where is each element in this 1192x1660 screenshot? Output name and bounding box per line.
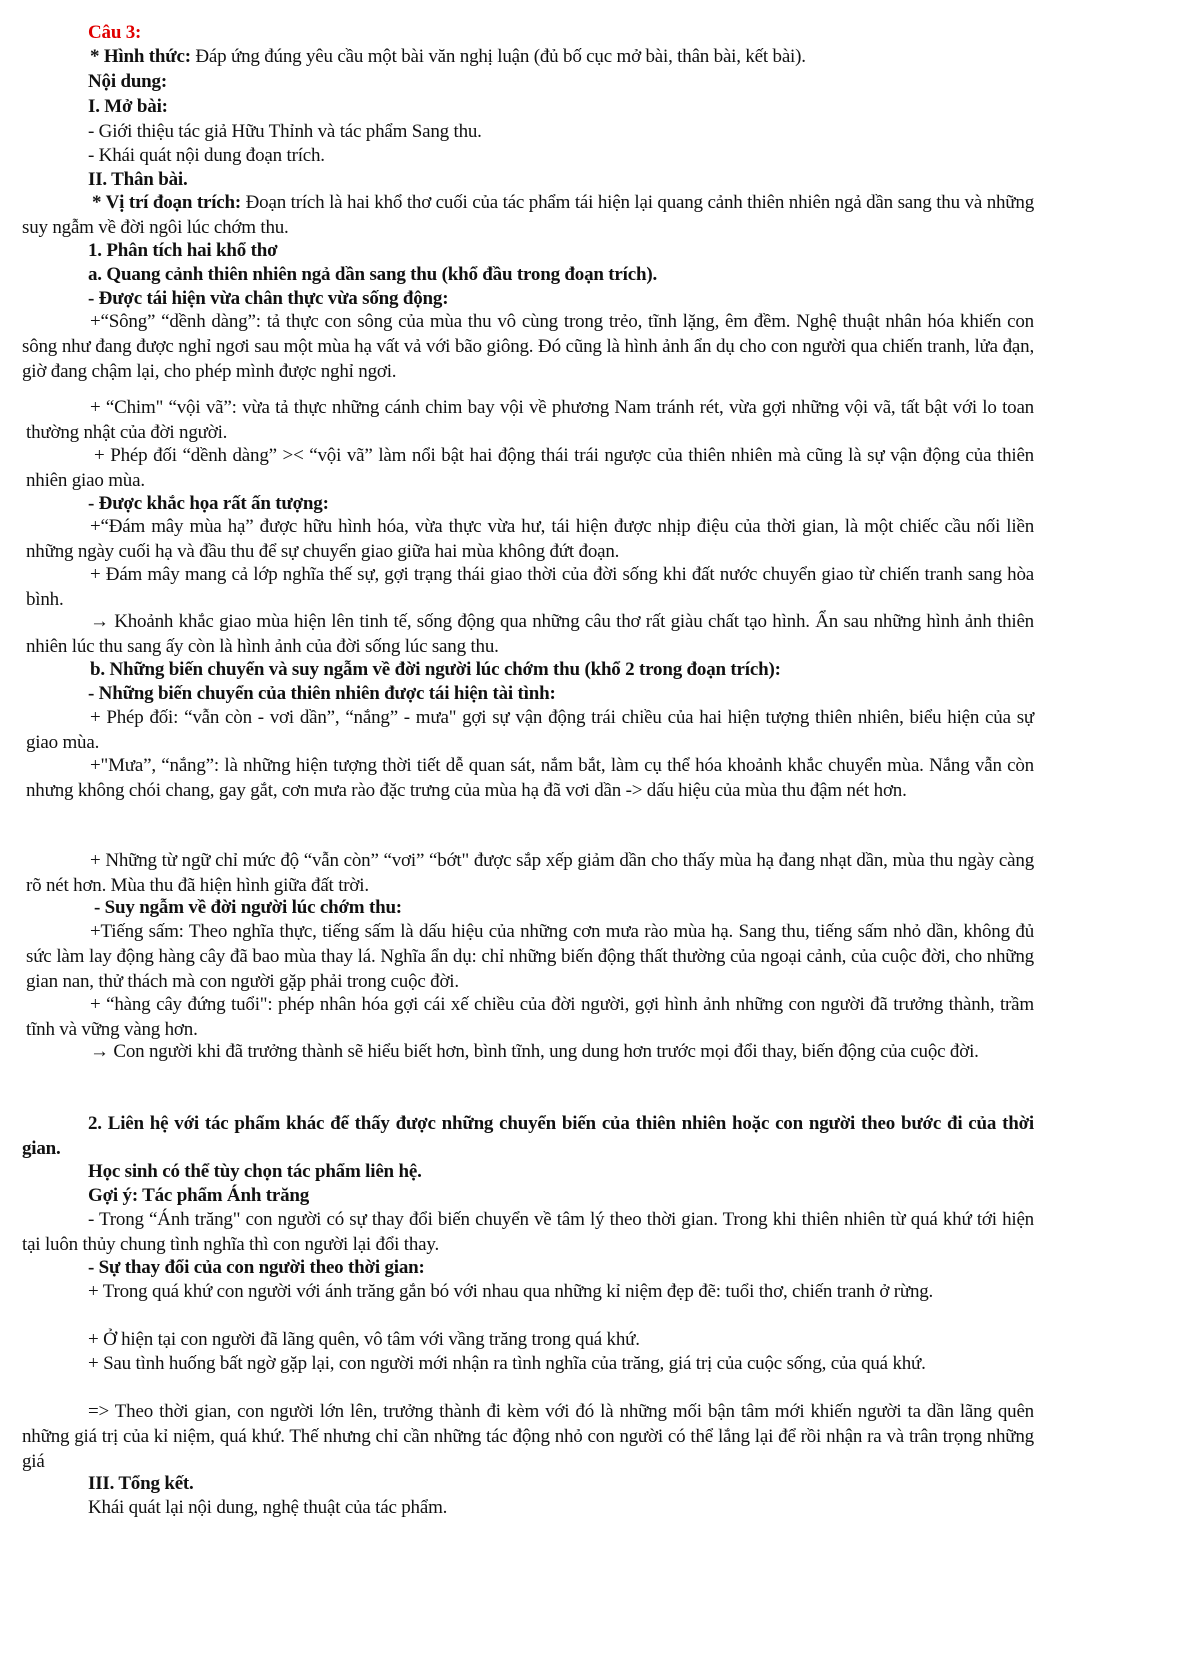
intro-heading: I. Mở bài:	[88, 96, 168, 117]
part2-para3: + Ở hiện tại con người đã lãng quên, vô tâm với vầng trăng trong quá khứ.	[88, 1329, 640, 1350]
part1a-para5: + Đám mây mang cả lớp nghĩa thế sự, gợi trạng thái giao thời của đời sống khi đất nước chuyển giao từ chiến tranh sang hòa bình.	[26, 564, 1034, 610]
form-text: Đáp ứng đúng yêu cầu một bài văn nghị luận (đủ bố cục mở bài, thân bài, kết bài).	[190, 46, 806, 67]
part1a-heading: a. Quang cảnh thiên nhiên ngả dần sang thu (khổ đầu trong đoạn trích).	[88, 264, 658, 285]
part1a-sub2: - Được khắc họa rất ấn tượng:	[88, 493, 329, 514]
intro-line-2: - Khái quát nội dung đoạn trích.	[88, 145, 325, 166]
conclusion-heading: III. Tổng kết.	[88, 1473, 194, 1494]
form-label: * Hình thức:	[90, 46, 191, 67]
part1a-para1: +“Sông” “dềnh dàng”: tả thực con sông của mùa thu vô cùng trong trẻo, tĩnh lặng, êm đềm. Nghệ thuật nhân hóa khiến con sông như đang được nghỉ ngơi sau một mùa hạ vất vả với bão giông. Đó cũng là hình ảnh ẩn dụ cho con người qua chiến tranh, lửa đạn, giờ đang chậm lại, cho phép mình được nghỉ ngơi.	[22, 311, 1034, 382]
part1a-para6: → Khoảnh khắc giao mùa hiện lên tinh tế, sống động qua những câu thơ rất giàu chất tạo hình. Ẩn sau những hình ảnh thiên nhiên lúc thu sang ấy còn là hình ảnh của đời sống lúc sang thu.	[26, 611, 1034, 657]
part2-para4: + Sau tình huống bất ngờ gặp lại, con người mới nhận ra tình nghĩa của trăng, giá trị của cuộc sống, của quá khứ.	[88, 1353, 926, 1374]
part2-hint: Gợi ý: Tác phẩm Ánh trăng	[88, 1185, 310, 1206]
part1b-para5: + “hàng cây đứng tuổi": phép nhân hóa gợi cái xế chiều của đời người, gợi hình ảnh những con người đã trưởng thành, trầm tĩnh và vững vàng hơn.	[26, 994, 1034, 1040]
intro-line-1: - Giới thiệu tác giả Hữu Thỉnh và tác phẩm Sang thu.	[88, 121, 482, 142]
part2-para1: - Trong “Ánh trăng" con người có sự thay đổi biến chuyển về tâm lý theo thời gian. Trong khi thiên nhiên từ quá khứ tới hiện tại luôn thủy chung tình nghĩa thì con người lại đổi thay.	[22, 1209, 1034, 1255]
part1b-para2: +"Mưa”, “nắng”: là những hiện tượng thời tiết dễ quan sát, nắm bắt, làm cụ thể hóa khoảnh khắc chuyển mùa. Nắng vẫn còn nhưng không chói chang, gay gắt, cơn mưa rào đặc trưng của mùa hạ đã vơi dần -> dấu hiệu của mùa thu đậm nét hơn.	[26, 755, 1034, 801]
part2-para5: => Theo thời gian, con người lớn lên, trưởng thành đi kèm với đó là những mối bận tâm mới khiến người ta dần lãng quên những giá trị của kỉ niệm, quá khứ. Thế nhưng chỉ cần những tác động nhỏ con người có thể lắng lại để rồi nhận ra và trân trọng những giá	[22, 1401, 1034, 1472]
part1a-para3: + Phép đối “dềnh dàng” >< “vội vã” làm nổi bật hai động thái trái ngược của thiên nhiên mà cũng là sự vận động của thiên nhiên giao mùa.	[26, 445, 1034, 491]
part1a-para2: + “Chim" “vội vã”: vừa tả thực những cánh chim bay vội về phương Nam tránh rét, vừa gợi những vội vã, tất bật với lo toan thường nhật của đời người.	[26, 397, 1034, 443]
part2-para2: + Trong quá khứ con người với ánh trăng gắn bó với nhau qua những kỉ niệm đẹp đẽ: tuổi thơ, chiến tranh ở rừng.	[88, 1281, 934, 1302]
part1b-heading: b. Những biến chuyển và suy ngẫm về đời người lúc chớm thu (khổ 2 trong đoạn trích):	[90, 659, 781, 680]
position-label: * Vị trí đoạn trích:	[92, 192, 242, 213]
part1a-para4: +“Đám mây mùa hạ” được hữu hình hóa, vừa thực vừa hư, tái hiện được nhịp điệu của thời gian, là một chiếc cầu nối liền những ngày cuối hạ và đầu thu để sự chuyển giao giữa hai mùa không đứt đoạn.	[26, 516, 1034, 562]
conclusion-text: Khái quát lại nội dung, nghệ thuật của tác phẩm.	[88, 1497, 448, 1518]
form-requirement	[90, 44, 1090, 69]
part1b-para6: → Con người khi đã trưởng thành sẽ hiểu biết hơn, bình tĩnh, ung dung hơn trước mọi đổi thay, biến động của cuộc đời.	[90, 1041, 979, 1062]
part2-choice: Học sinh có thể tùy chọn tác phẩm liên hệ.	[88, 1161, 422, 1182]
question-label: Câu 3:	[88, 22, 142, 43]
part1b-para4: +Tiếng sấm: Theo nghĩa thực, tiếng sấm là dấu hiệu của những cơn mưa rào mùa hạ. Sang thu, tiếng sấm nhỏ dần, không đủ sức làm lay động hàng cây đã bao mùa thay lá. Nghĩa ẩn dụ: chỉ những biến động thất thường của ngoại cảnh, của cuộc đời, cho những gian nan, thử thách mà con người gặp phải trong cuộc đời.	[26, 921, 1034, 992]
content-heading: Nội dung:	[88, 71, 167, 92]
position-text: Đoạn trích là hai khổ thơ cuối của tác phẩm tái hiện lại quang cảnh thiên nhiên ngả dần sang thu và những suy ngẫm về đời ngôi lúc chớm thu.	[22, 192, 1035, 238]
part1b-para1: + Phép đối: “vẫn còn - vơi dần”, “nắng” - mưa" gợi sự vận động trái chiều của hai hiện tượng thiên nhiên, biểu hiện của sự giao mùa.	[26, 707, 1034, 753]
part2-sub1: - Sự thay đổi của con người theo thời gian:	[88, 1257, 425, 1278]
part1b-para3: + Những từ ngữ chỉ mức độ “vẫn còn” “vơi” “bớt" được sắp xếp giảm dần cho thấy mùa hạ đang nhạt dần, mùa thu ngày càng rõ nét hơn. Mùa thu đã hiện hình giữa đất trời.	[26, 850, 1034, 896]
part1-heading: 1. Phân tích hai khổ thơ	[88, 240, 278, 261]
excerpt-position	[22, 190, 1034, 240]
body-heading: II. Thân bài.	[88, 169, 188, 190]
part1a-sub1: - Được tái hiện vừa chân thực vừa sống động:	[88, 288, 449, 309]
part2-heading: 2. Liên hệ với tác phẩm khác để thấy được những chuyển biến của thiên nhiên hoặc con người theo bước đi của thời gian.	[22, 1113, 1034, 1159]
part1b-sub2: - Suy ngẫm về đời người lúc chớm thu:	[94, 897, 402, 918]
part1b-sub1: - Những biến chuyển của thiên nhiên được tái hiện tài tình:	[88, 683, 556, 704]
